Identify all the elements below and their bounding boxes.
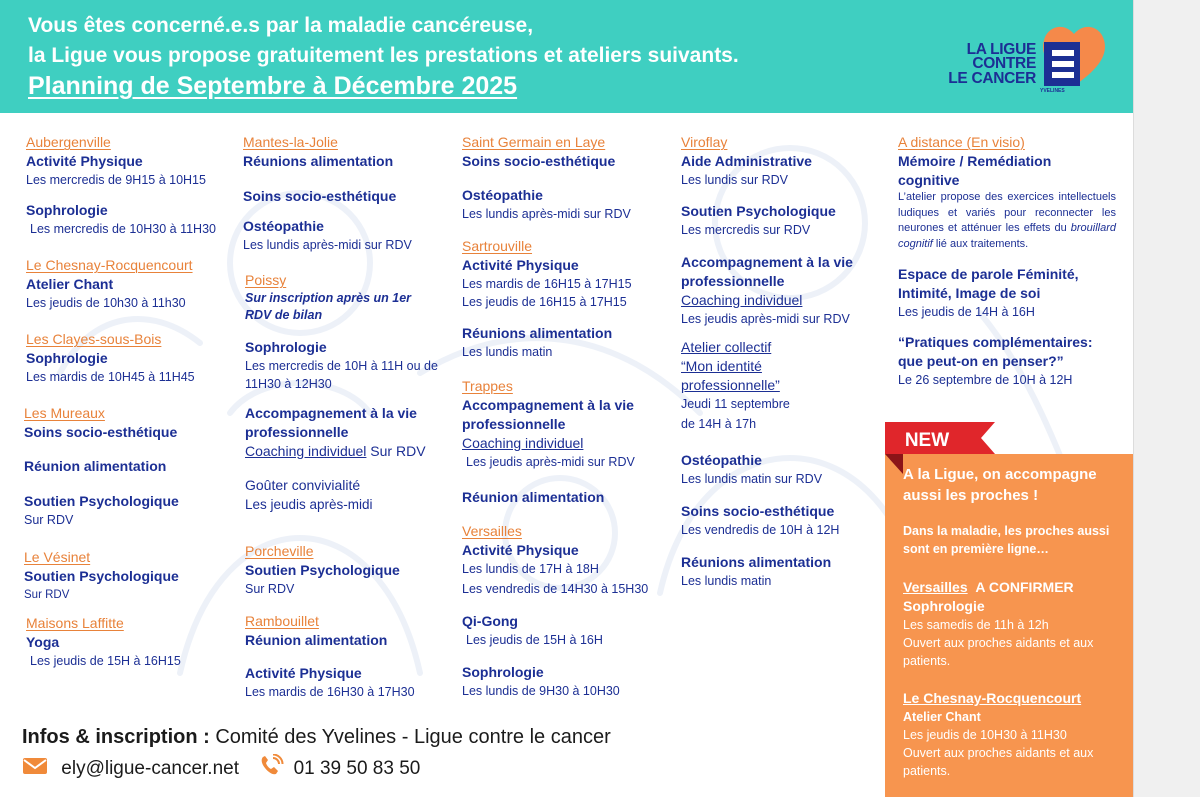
activity-schedule: Les jeudis de 14H à 16H	[898, 305, 1035, 319]
city-chesnay: Le Chesnay-Rocquencourt	[26, 257, 193, 273]
activity-title: Activité Physique	[462, 257, 579, 273]
proches-title: A la Ligue, on accompagne aussi les proches !	[903, 466, 1097, 504]
contact-email[interactable]: ely@ligue-cancer.net	[61, 758, 239, 779]
activity-schedule: Les vendredis de 10H à 12H	[681, 523, 840, 537]
city-rambouillet: Rambouillet	[245, 613, 319, 629]
activity-title: Sophrologie	[26, 350, 108, 366]
activity-title: Atelier Chant	[903, 710, 981, 724]
activity-schedule: Les jeudis de 15H à 16H15	[30, 654, 181, 668]
activity-schedule: de 14H à 17h	[681, 417, 757, 431]
block-porcheville	[245, 542, 448, 598]
activity-note: Ouvert aux proches aidants et aux patients.	[903, 636, 1094, 668]
city-trappes: Trappes	[462, 378, 513, 394]
activity-title: Qi-Gong	[462, 613, 518, 629]
description-part-2: lié aux traitements.	[932, 237, 1029, 250]
new-badge-label: NEW	[904, 430, 950, 451]
activity-title: Aide Administrative	[681, 153, 812, 169]
activity-note: Ouvert aux proches aidants et aux patients.	[903, 746, 1094, 778]
logo-line-1: LA LIGUE	[966, 41, 1036, 58]
activity-title: Soutien Psychologique	[24, 568, 179, 584]
logo-line-3: LE CANCER	[948, 70, 1036, 87]
activity-title: Soutien Psychologique	[24, 493, 179, 509]
block-poissy	[245, 271, 448, 514]
activity-title: Soins socio-esthétique	[24, 424, 178, 440]
activity-schedule: Les jeudis de 10H30 à 11H30	[903, 728, 1067, 742]
activity-schedule: Les lundis matin	[462, 345, 553, 359]
planning-title: Planning de Septembre à Décembre 2025	[28, 72, 518, 100]
proches-versailles-header	[903, 578, 1123, 597]
atelier-title-line-2: professionnelle”	[681, 377, 780, 393]
activity-schedule: Les lundis de 9H30 à 10H30	[462, 684, 620, 698]
activity-title: Activité Physique	[245, 665, 362, 681]
activity-title: “Pratiques complémentaires: que peut-on en penser?”	[898, 334, 1093, 369]
activity-title: Soins socio-esthétique	[681, 503, 835, 519]
city-porcheville: Porcheville	[245, 543, 314, 559]
block-distance	[898, 133, 1116, 389]
envelope-icon	[22, 756, 48, 782]
city-viroflay: Viroflay	[681, 134, 728, 150]
activity-title: Goûter convivialité	[245, 477, 361, 493]
block-vesinet	[24, 548, 236, 604]
activity-schedule: Les mercredis de 10H à 11H ou de 11H30 à 12H30	[245, 359, 438, 391]
block-chesnay	[26, 256, 236, 312]
block-mantes	[243, 133, 448, 254]
coaching-link[interactable]: Coaching individuel	[245, 443, 367, 459]
activity-title: Réunion alimentation	[24, 458, 167, 474]
block-clayes	[26, 330, 236, 386]
coaching-suffix: Sur RDV	[366, 443, 426, 459]
block-sartrouville	[462, 237, 672, 361]
activity-schedule: Sur RDV	[24, 513, 74, 527]
activity-schedule: Les lundis de 17H à 18H	[462, 562, 599, 576]
activity-title: Ostéopathie	[243, 218, 324, 234]
block-maisons	[26, 614, 236, 670]
new-badge-fold	[885, 454, 903, 474]
activity-schedule: Les jeudis de 15H à 16H	[466, 633, 603, 647]
activity-schedule: Le 26 septembre de 10H à 12H	[898, 373, 1073, 387]
proches-lead: Dans la maladie, les proches aussi sont en première ligne…	[903, 524, 1110, 556]
footer-label: Infos & inscription :	[22, 726, 210, 748]
activity-schedule: Les jeudis de 16H15 à 17H15	[462, 295, 627, 309]
activity-title: Accompagnement à la vie professionnelle	[245, 405, 417, 440]
activity-title: Espace de parole Féminité, Intimité, Image de soi	[898, 266, 1079, 301]
city-maisons: Maisons Laffitte	[26, 615, 124, 631]
activity-schedule: Les mardis de 16H15 à 17H15	[462, 277, 632, 291]
activity-schedule: Les jeudis après-midi	[245, 497, 373, 512]
activity-title: Soins socio-esthétique	[462, 153, 616, 169]
viewer-background	[1133, 0, 1200, 797]
activity-title: Atelier Chant	[26, 276, 114, 292]
city-mureaux: Les Mureaux	[24, 405, 105, 421]
city-vesinet: Le Vésinet	[24, 549, 91, 565]
activity-schedule: Sur RDV	[245, 582, 295, 596]
activity-title: Soutien Psychologique	[681, 203, 836, 219]
block-versailles	[462, 522, 672, 700]
atelier-collectif-link[interactable]: Atelier collectif	[681, 339, 772, 355]
activity-title: Sophrologie	[245, 339, 327, 355]
activity-schedule: Les mercredis sur RDV	[681, 223, 811, 237]
activity-title: Sophrologie	[903, 598, 985, 614]
footer-org: Comité des Yvelines - Ligue contre le cancer	[209, 726, 611, 748]
description-emphasis: brouillard cognitif	[898, 222, 1116, 250]
activity-title: Soutien Psychologique	[245, 562, 400, 578]
city-mantes: Mantes-la-Jolie	[243, 134, 338, 150]
coaching-link[interactable]: Coaching individuel	[462, 435, 584, 451]
city-sartrouville: Sartrouville	[462, 238, 533, 254]
city-versailles-proches: Versailles	[903, 579, 968, 595]
logo-line-2: CONTRE	[972, 55, 1036, 72]
activity-schedule: Les jeudis après-midi sur RDV	[681, 312, 850, 326]
activity-title: Accompagnement à la vie professionnelle	[681, 254, 853, 289]
activity-schedule: Les mardis de 16H30 à 17H30	[245, 685, 415, 699]
description-part-1: L’atelier propose des exercices intellectuels ludiques et variés pour reconnecter les neurones et atténuer les effets du	[898, 191, 1116, 234]
header-line-2: la Ligue vous propose gratuitement les prestations et ateliers suivants.	[28, 44, 739, 67]
city-clayes: Les Clayes-sous-Bois	[26, 331, 162, 347]
block-aubergenville	[26, 133, 236, 238]
activity-schedule: Les jeudis de 10h30 à 11h30	[26, 296, 186, 310]
activity-schedule: Les lundis matin sur RDV	[681, 472, 823, 486]
activity-schedule: Les mercredis de 9H15 à 10H15	[26, 173, 206, 187]
ligue-logo	[940, 16, 1115, 98]
activity-title: Accompagnement à la vie professionnelle	[462, 397, 634, 432]
activity-title: Sophrologie	[26, 202, 108, 218]
activity-schedule: Les mardis de 10H45 à 11H45	[26, 370, 195, 384]
new-badge	[885, 422, 995, 474]
activity-title: Mémoire / Remédiation cognitive	[898, 153, 1052, 188]
proches-panel	[885, 454, 1133, 797]
block-rambouillet	[245, 612, 448, 701]
proches-chesnay	[903, 689, 1123, 780]
activity-schedule: Les lundis sur RDV	[681, 173, 788, 187]
header-line-1: Vous êtes concerné.e.s par la maladie cancéreuse,	[28, 14, 534, 37]
coaching-line	[245, 442, 448, 461]
coaching-link[interactable]: Coaching individuel	[681, 292, 803, 308]
city-poissy: Poissy	[245, 272, 287, 288]
activity-title: Réunion alimentation	[245, 632, 388, 648]
activity-schedule: Les mercredis de 10H30 à 11H30	[30, 222, 216, 236]
phone-icon	[258, 754, 284, 784]
activity-schedule: Les samedis de 11h à 12h	[903, 618, 1049, 632]
city-distance: A distance (En visio)	[898, 134, 1025, 150]
activity-schedule: Les lundis après-midi sur RDV	[243, 238, 412, 252]
logo-heart-icon	[1038, 16, 1110, 92]
block-mureaux	[24, 404, 236, 529]
activity-schedule: Les lundis après-midi sur RDV	[462, 207, 631, 221]
city-stgermain: Saint Germain en Laye	[462, 134, 606, 150]
inscription-note: Sur inscription après un 1er RDV de bilan	[245, 291, 412, 322]
block-stgermain	[462, 133, 672, 223]
activity-title: Réunions alimentation	[462, 325, 613, 341]
activity-schedule: Les vendredis de 14H30 à 15H30	[462, 582, 649, 596]
footer-contact	[22, 754, 420, 780]
block-viroflay	[681, 133, 881, 590]
activity-schedule: Les jeudis après-midi sur RDV	[466, 455, 635, 469]
activity-title: Ostéopathie	[681, 452, 762, 468]
footer-info	[22, 726, 611, 749]
activity-schedule: Jeudi 11 septembre	[681, 397, 790, 411]
contact-phone[interactable]: 01 39 50 83 50	[293, 758, 421, 779]
activity-title: Réunions alimentation	[243, 153, 394, 169]
confirm-label: A CONFIRMER	[975, 579, 1074, 595]
activity-title: Yoga	[26, 634, 60, 650]
activity-title: Ostéopathie	[462, 187, 543, 203]
activity-title: Activité Physique	[26, 153, 143, 169]
block-trappes	[462, 377, 672, 507]
city-chesnay-proches: Le Chesnay-Rocquencourt	[903, 690, 1082, 706]
activity-description	[898, 190, 1116, 252]
activity-schedule: Sur RDV	[24, 589, 70, 601]
activity-title: Sophrologie	[462, 664, 544, 680]
logo-subtitle: YVELINES	[1040, 88, 1065, 94]
activity-title: Réunion alimentation	[462, 489, 605, 505]
activity-schedule: Les lundis matin	[681, 574, 772, 588]
activity-title: Activité Physique	[462, 542, 579, 558]
activity-title: Soins socio-esthétique	[243, 188, 397, 204]
header-banner	[0, 0, 1133, 113]
proches-versailles	[903, 578, 1123, 670]
activity-title: Réunions alimentation	[681, 554, 832, 570]
city-versailles: Versailles	[462, 523, 522, 539]
city-aubergenville: Aubergenville	[26, 134, 111, 150]
atelier-title-line-1: “Mon identité	[681, 358, 762, 374]
